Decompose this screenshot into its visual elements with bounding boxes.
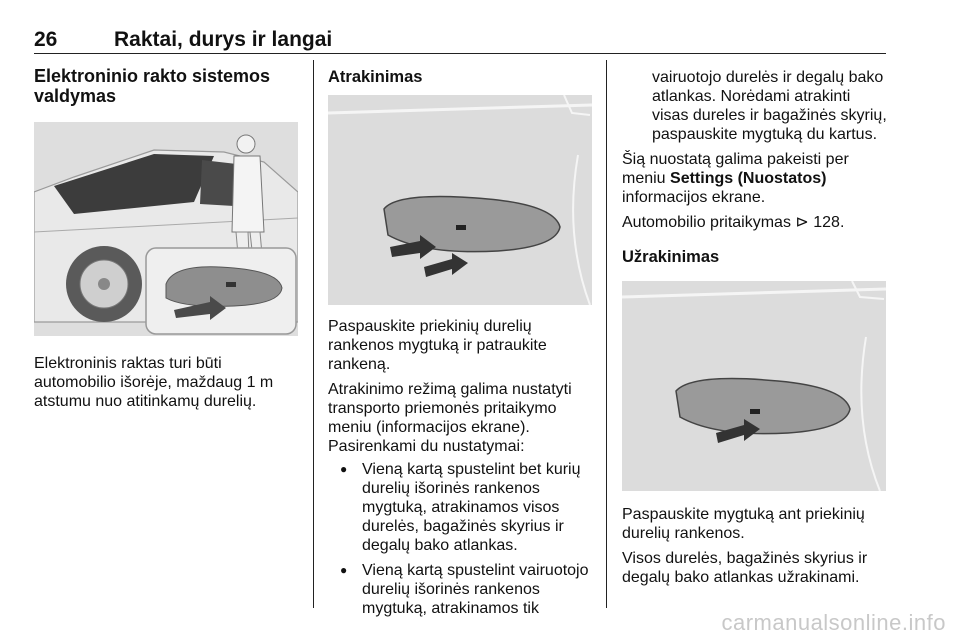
list-item: ● Vieną kartą spustelint bet kurių durelių išorinės rankenos mygtuką, atrakinamos visos durelės, bagažinės skyrius ir degalų bako atlankas.	[328, 460, 594, 555]
change-setting-paragraph	[622, 150, 888, 207]
car-door-handle-approach-illustration	[34, 122, 298, 336]
column-1	[34, 66, 300, 417]
unlock-illustration-svg	[328, 95, 592, 305]
unlock-mode-description: Atrakinimo režimą galima nustatyti transporto priemonės pritaikymo meniu (informacijos ekrane). Pasirenkami du nustatymai:	[328, 381, 572, 455]
change-setting-prefix: Šią nuostatą galima pakeisti per meniu	[622, 151, 849, 187]
list-item: ● Vieną kartą spustelint vairuotojo durelių išorinės rankenos mygtuką, atrakinamos tik	[328, 561, 594, 618]
column-divider-1	[313, 60, 314, 608]
unlock-instruction: Paspauskite priekinių durelių rankenos mygtuką ir patraukite rankeną.	[328, 318, 547, 373]
page-header	[34, 28, 884, 52]
page-number: 26	[34, 28, 58, 51]
lock-instruction: Paspauskite mygtuką ant priekinių durelių rankenos.	[622, 506, 865, 542]
change-setting-suffix: informacijos ekrane.	[622, 189, 766, 206]
section-heading-atrakinimas: Atrakinimas	[328, 68, 423, 86]
chapter-title: Raktai, durys ir langai	[114, 28, 333, 51]
section-heading-rakto-sistema: Elektroninio rakto sistemos valdymas	[34, 66, 271, 106]
column-divider-2	[606, 60, 607, 608]
watermark: carmanualsonline.info	[721, 610, 946, 635]
bullet-continuation: vairuotojo durelės ir degalų bako atlankas. Norėdami atrakinti visas dureles ir bagažinės skyrių, paspauskite mygtuką du kartus.	[652, 69, 887, 143]
lock-result: Visos durelės, bagažinės skyrius ir degalų bako atlankas užrakinami.	[622, 550, 868, 586]
door-handle-lock-illustration	[622, 281, 886, 491]
cross-reference: Automobilio pritaikymas ⊳ 128.	[622, 214, 845, 231]
unlock-options-list	[328, 460, 594, 618]
column-2	[328, 68, 594, 624]
header-rule	[34, 53, 886, 54]
car-illustration-svg	[34, 122, 298, 336]
section-heading-uzrakinimas: Užrakinimas	[622, 248, 720, 266]
lock-illustration-svg	[622, 281, 886, 491]
approach-paragraph: Elektroninis raktas turi būti automobilio išorėje, maždaug 1 m atstumu nuo atitinkamų durelių.	[34, 355, 274, 410]
door-handle-unlock-illustration	[328, 95, 592, 305]
settings-menu-name: Settings (Nuostatos)	[670, 170, 827, 187]
column-3	[622, 68, 888, 593]
